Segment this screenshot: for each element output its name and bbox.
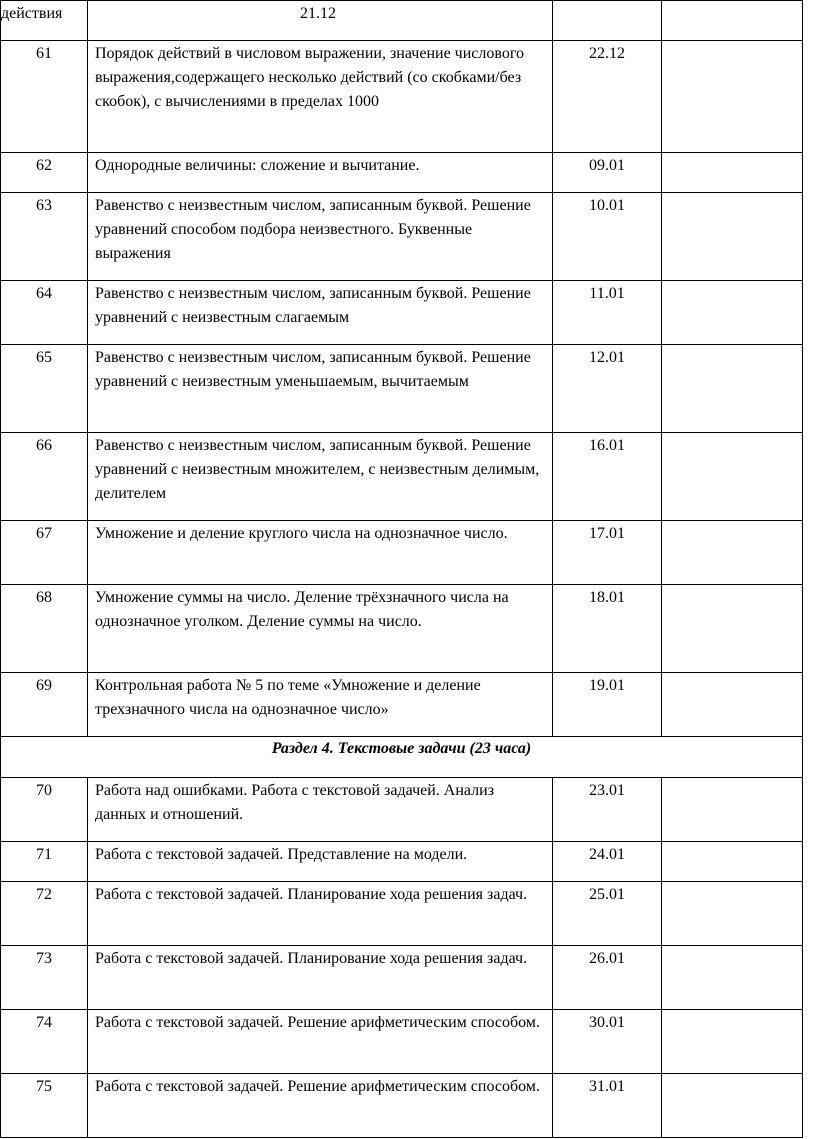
topic-cell — [88, 41, 553, 153]
row-date: 12.01 — [589, 349, 625, 366]
row-num: 71 — [36, 846, 52, 863]
row-date: 30.01 — [589, 1014, 625, 1031]
row-date: 09.01 — [589, 157, 625, 174]
row-topic: Равенство с неизвестным числом, записанным буквой. Решение уравнений с неизвестным множителем, с неизвестным делимым, делителем — [95, 437, 540, 502]
row-number-cell — [1, 281, 88, 345]
notes-cell — [662, 345, 803, 433]
notes-cell — [662, 153, 803, 193]
row-date: 24.01 — [589, 846, 625, 863]
row-num: 66 — [36, 437, 52, 454]
row-topic: Работа с текстовой задачей. Представление на модели. — [95, 846, 468, 863]
section-header-row — [1, 737, 803, 778]
row-topic: Равенство с неизвестным числом, записанным буквой. Решение уравнений с неизвестным слагаемым — [95, 285, 531, 326]
topic-cell — [88, 281, 553, 345]
topic-cell — [88, 153, 553, 193]
date-cell — [553, 673, 662, 737]
table-row — [1, 673, 803, 737]
topic-cell — [88, 345, 553, 433]
topic-cell — [88, 521, 553, 585]
notes-cell — [662, 193, 803, 281]
row-date: 23.01 — [589, 782, 625, 799]
row-date: 25.01 — [589, 886, 625, 903]
table-row — [1, 1074, 803, 1138]
row-topic: Умножение и деление круглого числа на однозначное число. — [95, 525, 508, 542]
row-date: 21.12 — [300, 5, 336, 22]
row-num: 69 — [36, 677, 52, 694]
row-number-cell — [1, 1010, 88, 1074]
row-topic: Работа с текстовой задачей. Планирование хода решения задач. — [95, 950, 528, 967]
row-number-cell — [1, 345, 88, 433]
row-num: 68 — [36, 589, 52, 606]
lesson-plan-body — [1, 1, 803, 1138]
date-cell — [553, 585, 662, 673]
row-topic: Работа с текстовой задачей. Решение арифметическим способом. — [95, 1078, 540, 1095]
topic-cell — [88, 585, 553, 673]
notes-cell — [662, 521, 803, 585]
notes-cell — [662, 1074, 803, 1138]
date-cell — [553, 1010, 662, 1074]
table-row — [1, 882, 803, 946]
row-num: 70 — [36, 782, 52, 799]
table-row — [1, 585, 803, 673]
date-cell — [553, 1074, 662, 1138]
topic-cell — [88, 946, 553, 1010]
row-number-cell — [1, 946, 88, 1010]
table-row — [1, 521, 803, 585]
row-num: 61 — [36, 45, 52, 62]
table-row — [1, 193, 803, 281]
notes-cell — [662, 585, 803, 673]
table-row — [1, 1, 803, 41]
row-num: 67 — [36, 525, 52, 542]
date-cell — [553, 778, 662, 842]
row-number-cell — [1, 41, 88, 153]
row-topic: Работа над ошибками. Работа с текстовой задачей. Анализ данных и отношений. — [95, 782, 495, 823]
row-topic: Умножение суммы на число. Деление трёхзначного числа на однозначное уголком. Деление суммы на число. — [95, 589, 509, 630]
date-cell — [553, 946, 662, 1010]
table-row — [1, 433, 803, 521]
date-cell — [553, 521, 662, 585]
table-row — [1, 281, 803, 345]
topic-cell — [88, 1074, 553, 1138]
row-date: 22.12 — [589, 45, 625, 62]
row-number-cell — [1, 1074, 88, 1138]
row-date: 31.01 — [589, 1078, 625, 1095]
date-cell — [553, 842, 662, 882]
date-cell — [553, 193, 662, 281]
date-cell — [553, 1, 662, 41]
row-num: 64 — [36, 285, 52, 302]
row-num: 63 — [36, 197, 52, 214]
section-header-cell — [1, 737, 803, 778]
row-num: 72 — [36, 886, 52, 903]
row-topic: Однородные величины: сложение и вычитание. — [95, 157, 420, 174]
row-topic: Равенство с неизвестным числом, записанным буквой. Решение уравнений способом подбора неизвестного. Буквенные выражения — [95, 197, 531, 262]
row-num: 74 — [36, 1014, 52, 1031]
row-number-cell — [1, 673, 88, 737]
topic-cell — [88, 1010, 553, 1074]
row-number-cell — [1, 585, 88, 673]
row-date: 19.01 — [589, 677, 625, 694]
row-topic: Порядок действий в числовом выражении, значение числового выражения,содержащего несколько действий (со скобками/без скобок), с вычислениями в пределах 1000 — [95, 45, 524, 110]
date-cell — [553, 433, 662, 521]
row-date: 18.01 — [589, 589, 625, 606]
row-date: 17.01 — [589, 525, 625, 542]
row-topic: Равенство с неизвестным числом, записанным буквой. Решение уравнений с неизвестным уменьшаемым, вычитаемым — [95, 349, 531, 390]
row-number-cell — [1, 1, 88, 41]
row-label: действия — [1, 5, 63, 22]
row-date: 10.01 — [589, 197, 625, 214]
table-row — [1, 946, 803, 1010]
notes-cell — [662, 1010, 803, 1074]
row-num: 62 — [36, 157, 52, 174]
notes-cell — [662, 778, 803, 842]
topic-cell — [88, 673, 553, 737]
date-cell — [553, 345, 662, 433]
section-title: Раздел 4. Текстовые задачи (23 часа) — [271, 740, 532, 757]
row-number-cell — [1, 193, 88, 281]
row-number-cell — [1, 778, 88, 842]
table-row — [1, 345, 803, 433]
row-number-cell — [1, 882, 88, 946]
notes-cell — [662, 842, 803, 882]
table-row — [1, 1010, 803, 1074]
notes-cell — [662, 433, 803, 521]
row-num: 73 — [36, 950, 52, 967]
row-number-cell — [1, 433, 88, 521]
topic-cell — [88, 882, 553, 946]
topic-cell — [88, 842, 553, 882]
topic-cell — [88, 433, 553, 521]
date-cell — [553, 41, 662, 153]
row-date: 26.01 — [589, 950, 625, 967]
row-topic: Работа с текстовой задачей. Решение арифметическим способом. — [95, 1014, 540, 1031]
topic-cell — [88, 1, 553, 41]
notes-cell — [662, 673, 803, 737]
notes-cell — [662, 946, 803, 1010]
row-date: 11.01 — [589, 285, 625, 302]
row-date: 16.01 — [589, 437, 625, 454]
notes-cell — [662, 41, 803, 153]
date-cell — [553, 882, 662, 946]
notes-cell — [662, 882, 803, 946]
row-num: 75 — [36, 1078, 52, 1095]
table-row — [1, 842, 803, 882]
row-topic: Работа с текстовой задачей. Планирование хода решения задач. — [95, 886, 528, 903]
topic-cell — [88, 778, 553, 842]
row-number-cell — [1, 842, 88, 882]
table-row — [1, 41, 803, 153]
date-cell — [553, 153, 662, 193]
topic-cell — [88, 193, 553, 281]
date-cell — [553, 281, 662, 345]
notes-cell — [662, 1, 803, 41]
table-row — [1, 153, 803, 193]
row-number-cell — [1, 153, 88, 193]
row-number-cell — [1, 521, 88, 585]
notes-cell — [662, 281, 803, 345]
row-topic: Контрольная работа № 5 по теме «Умножение и деление трехзначного числа на однозначное число» — [95, 677, 481, 718]
row-num: 65 — [36, 349, 52, 366]
table-row — [1, 778, 803, 842]
